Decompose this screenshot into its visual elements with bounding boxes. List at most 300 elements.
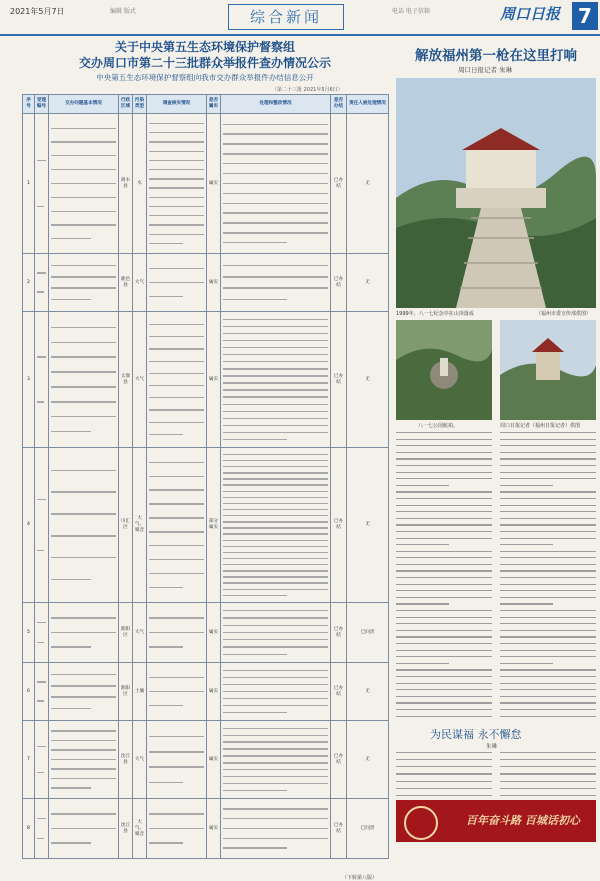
text-line — [223, 153, 328, 154]
text-line — [500, 590, 596, 591]
row-status: 已办结 — [331, 799, 347, 859]
contact-info: 电话 电子信箱 — [392, 8, 430, 15]
text-line — [500, 511, 596, 512]
text-line — [223, 762, 328, 763]
row-pollution-type: 土壤 — [133, 663, 147, 721]
text-line — [500, 531, 596, 532]
text-line — [396, 795, 492, 796]
text-line — [396, 781, 492, 782]
row-number: 1 — [23, 114, 35, 254]
row-pollution-type: 大气、噪音 — [133, 448, 147, 603]
text-line — [396, 643, 492, 644]
text-line — [149, 476, 204, 477]
text-line — [500, 472, 596, 473]
text-line — [223, 212, 328, 213]
text-line — [500, 683, 596, 684]
text-line — [223, 497, 328, 498]
issue-date: 2021年5月7日 — [10, 7, 65, 16]
text-line — [500, 458, 596, 459]
text-line — [396, 557, 492, 558]
text-line — [223, 163, 328, 164]
text-line — [51, 401, 116, 402]
text-line — [500, 485, 553, 486]
text-line — [149, 691, 204, 692]
case-handling — [221, 114, 331, 254]
text-line — [149, 587, 183, 588]
case-handling — [221, 799, 331, 859]
case-id — [35, 448, 49, 603]
text-line — [149, 361, 204, 362]
text-line — [396, 636, 492, 637]
text-line — [223, 610, 328, 611]
row-number: 4 — [23, 448, 35, 603]
batch-note: （第二十三批 2021年5月6日） — [272, 87, 343, 93]
text-line — [37, 772, 44, 773]
row-accountability: 无 — [347, 663, 389, 721]
text-line — [51, 356, 116, 357]
text-line — [51, 759, 116, 760]
headline-subtitle: 中央第五生态环境保护督察组向我市交办群众举报件办结信息公开 — [96, 73, 314, 82]
text-line — [396, 564, 492, 565]
text-line — [37, 838, 44, 839]
text-line — [223, 646, 328, 647]
text-line — [500, 643, 596, 644]
text-line — [37, 818, 46, 819]
text-line — [149, 736, 204, 737]
text-line — [223, 484, 328, 485]
sub-byline: 朱琳 — [486, 744, 498, 750]
row-region: 川汇区 — [119, 448, 133, 603]
text-line — [149, 132, 204, 133]
text-line — [149, 813, 204, 814]
text-line — [500, 716, 596, 717]
text-line — [223, 299, 287, 300]
text-line — [223, 521, 328, 522]
text-line — [223, 368, 328, 369]
text-line — [396, 465, 492, 466]
text-line — [500, 491, 596, 492]
case-investigation — [147, 663, 207, 721]
text-line — [500, 544, 553, 545]
row-region: 商水县 — [119, 114, 133, 254]
text-line — [37, 681, 46, 682]
text-line — [51, 740, 116, 741]
text-line — [223, 847, 287, 848]
table-header: 序号 — [23, 95, 35, 114]
row-accountability: 无 — [347, 254, 389, 312]
text-line — [51, 141, 116, 142]
text-line — [51, 768, 116, 769]
report-table — [22, 94, 389, 859]
text-line — [149, 187, 204, 188]
row-region: 沈丘县 — [119, 721, 133, 799]
text-line — [396, 702, 492, 703]
text-line — [51, 674, 116, 675]
table-header: 责任人被处理情况 — [347, 95, 389, 114]
row-status: 已办结 — [331, 721, 347, 799]
text-line — [37, 291, 44, 292]
text-line — [396, 716, 492, 717]
case-id — [35, 663, 49, 721]
text-line — [223, 222, 328, 223]
text-line — [223, 265, 328, 266]
text-line — [37, 499, 46, 500]
case-id — [35, 114, 49, 254]
text-line — [223, 340, 328, 341]
text-line — [51, 579, 91, 580]
feature-headline: 解放福州第一枪在这里打响 — [415, 48, 577, 64]
text-line — [500, 696, 596, 697]
text-line — [149, 385, 204, 386]
continued-note: （下转第八版） — [342, 875, 378, 881]
text-line — [396, 623, 492, 624]
text-line — [223, 576, 328, 577]
text-line — [223, 133, 328, 134]
text-line — [149, 646, 183, 647]
text-line — [223, 570, 328, 571]
text-line — [223, 466, 328, 467]
text-line — [51, 169, 116, 170]
editor-info: 编辑 版式 — [110, 8, 136, 15]
case-id — [35, 312, 49, 448]
text-line — [51, 813, 116, 814]
text-line — [396, 445, 492, 446]
text-line — [149, 766, 204, 767]
text-line — [500, 788, 596, 789]
text-line — [149, 434, 183, 435]
row-pollution-type: 大气 — [133, 254, 147, 312]
row-accountability: 无 — [347, 448, 389, 603]
row-number: 7 — [23, 721, 35, 799]
text-line — [51, 197, 116, 198]
text-line — [396, 689, 492, 690]
text-line — [51, 632, 116, 633]
case-description — [49, 254, 119, 312]
text-line — [500, 478, 596, 479]
row-status: 已办结 — [331, 254, 347, 312]
row-verified: 属实 — [207, 799, 221, 859]
text-line — [51, 327, 116, 328]
text-line — [396, 485, 449, 486]
text-line — [396, 518, 492, 519]
page-number: 7 — [572, 2, 598, 30]
text-line — [149, 573, 204, 574]
text-line — [500, 551, 596, 552]
text-line — [223, 503, 328, 504]
text-line — [396, 603, 449, 604]
text-line — [51, 778, 116, 779]
text-line — [396, 472, 492, 473]
text-line — [37, 746, 46, 747]
text-line — [149, 215, 204, 216]
text-line — [37, 206, 44, 207]
text-line — [396, 773, 492, 774]
text-line — [223, 287, 328, 288]
text-line — [223, 625, 328, 626]
text-line — [223, 276, 328, 277]
text-line — [223, 193, 328, 194]
text-line — [223, 558, 328, 559]
case-investigation — [147, 114, 207, 254]
case-handling — [221, 663, 331, 721]
text-line — [223, 124, 328, 125]
text-line — [149, 169, 204, 170]
text-line — [51, 842, 91, 843]
text-line — [396, 511, 492, 512]
table-header: 是否办结 — [331, 95, 347, 114]
text-line — [51, 535, 116, 536]
row-status: 已办结 — [331, 448, 347, 603]
text-line — [51, 342, 116, 343]
text-line — [500, 669, 596, 670]
text-line — [51, 646, 91, 647]
text-line — [223, 326, 328, 327]
text-line — [223, 546, 328, 547]
text-line — [396, 478, 492, 479]
sub-headline: 为民谋福 永不懈怠 — [430, 728, 522, 741]
text-line — [51, 287, 116, 288]
text-line — [500, 584, 596, 585]
row-verified: 属实 — [207, 603, 221, 663]
case-description — [49, 114, 119, 254]
text-line — [500, 603, 553, 604]
text-line — [223, 776, 328, 777]
text-line — [223, 143, 328, 144]
text-line — [37, 642, 44, 643]
text-line — [396, 630, 492, 631]
row-accountability: 无 — [347, 114, 389, 254]
text-line — [51, 708, 91, 709]
row-verified: 属实 — [207, 721, 221, 799]
text-line — [37, 401, 44, 402]
text-line — [223, 728, 328, 729]
text-line — [149, 178, 204, 179]
row-status: 已办结 — [331, 312, 347, 448]
text-line — [500, 636, 596, 637]
text-line — [149, 151, 204, 152]
text-line — [223, 361, 328, 362]
row-verified: 部分属实 — [207, 448, 221, 603]
text-line — [51, 183, 116, 184]
case-description — [49, 312, 119, 448]
text-line — [37, 622, 46, 623]
text-line — [500, 498, 596, 499]
text-line — [149, 531, 204, 532]
text-line — [396, 432, 492, 433]
text-line — [149, 234, 204, 235]
text-line — [223, 617, 328, 618]
text-line — [51, 416, 116, 417]
text-line — [396, 544, 449, 545]
text-line — [223, 564, 328, 565]
text-line — [500, 518, 596, 519]
row-accountability: 无 — [347, 721, 389, 799]
text-line — [51, 491, 116, 492]
text-line — [223, 454, 328, 455]
text-line — [223, 790, 287, 791]
case-description — [49, 448, 119, 603]
text-line — [500, 610, 596, 611]
text-line — [223, 595, 287, 596]
case-investigation — [147, 448, 207, 603]
text-line — [37, 700, 44, 701]
table-header: 行政区域 — [119, 95, 133, 114]
case-id — [35, 254, 49, 312]
text-line — [149, 462, 204, 463]
text-line — [51, 557, 116, 558]
case-description — [49, 603, 119, 663]
headline-line-1: 关于中央第五生态环境保护督察组 — [114, 40, 295, 54]
text-line — [37, 356, 46, 357]
text-line — [500, 564, 596, 565]
table-row — [23, 312, 389, 448]
text-line — [37, 160, 46, 161]
text-line — [223, 404, 328, 405]
row-region: 鹿邑县 — [119, 254, 133, 312]
text-line — [396, 656, 492, 657]
text-line — [223, 639, 328, 640]
row-number: 2 — [23, 254, 35, 312]
text-line — [51, 211, 116, 212]
text-line — [223, 389, 328, 390]
table-header: 调查核实情况 — [147, 95, 207, 114]
text-line — [500, 656, 596, 657]
text-line — [51, 730, 116, 731]
text-line — [396, 709, 492, 710]
text-line — [500, 577, 596, 578]
photo-caption: 1999年，八一七纪念亭在山顶落成 — [396, 311, 474, 317]
row-status: 已办结 — [331, 114, 347, 254]
text-line — [500, 524, 596, 525]
row-verified: 属实 — [207, 312, 221, 448]
row-accountability: 已问责 — [347, 603, 389, 663]
text-line — [223, 670, 328, 671]
text-line — [223, 741, 328, 742]
text-line — [396, 590, 492, 591]
table-row — [23, 799, 389, 859]
text-line — [396, 570, 492, 571]
text-line — [149, 160, 204, 161]
text-line — [500, 752, 596, 753]
text-line — [149, 123, 204, 124]
row-verified: 属实 — [207, 254, 221, 312]
text-line — [500, 570, 596, 571]
text-line — [51, 787, 91, 788]
text-line — [51, 128, 116, 129]
text-line — [223, 319, 328, 320]
text-line — [223, 698, 328, 699]
table-row — [23, 254, 389, 312]
text-line — [51, 386, 116, 387]
body-column-3 — [396, 752, 492, 796]
text-line — [500, 432, 596, 433]
text-line — [223, 478, 328, 479]
table-header: 污染类型 — [133, 95, 147, 114]
text-line — [149, 373, 204, 374]
text-line — [51, 513, 116, 514]
text-line — [223, 411, 328, 412]
text-line — [223, 183, 328, 184]
row-region: 沈丘县 — [119, 799, 133, 859]
case-description — [49, 721, 119, 799]
text-line — [500, 505, 596, 506]
text-line — [500, 781, 596, 782]
text-line — [223, 432, 328, 433]
text-line — [500, 465, 596, 466]
text-line — [51, 371, 116, 372]
text-line — [149, 224, 204, 225]
text-line — [149, 197, 204, 198]
text-line — [149, 348, 204, 349]
text-line — [223, 375, 328, 376]
text-line — [396, 577, 492, 578]
text-line — [223, 396, 328, 397]
text-line — [149, 397, 204, 398]
text-line — [149, 141, 204, 142]
report-article — [22, 38, 388, 881]
text-line — [396, 752, 492, 753]
case-investigation — [147, 254, 207, 312]
text-line — [500, 759, 596, 760]
text-line — [149, 782, 183, 783]
table-header: 交办问题基本情况 — [49, 95, 119, 114]
text-line — [223, 684, 328, 685]
case-investigation — [147, 721, 207, 799]
case-id — [35, 721, 49, 799]
text-line — [396, 676, 492, 677]
text-line — [396, 617, 492, 618]
text-line — [500, 617, 596, 618]
case-handling — [221, 721, 331, 799]
row-status: 已办结 — [331, 663, 347, 721]
text-line — [51, 299, 91, 300]
row-pollution-type: 大气、噪音 — [133, 799, 147, 859]
text-line — [223, 808, 328, 809]
text-line — [51, 238, 91, 239]
text-line — [149, 206, 204, 207]
text-line — [149, 559, 204, 560]
text-line — [223, 418, 328, 419]
text-line — [149, 324, 204, 325]
text-line — [223, 472, 328, 473]
text-line — [51, 828, 116, 829]
table-header: 受理编号 — [35, 95, 49, 114]
row-verified: 属实 — [207, 663, 221, 721]
text-line — [51, 685, 116, 686]
banner-emblem-icon — [404, 806, 438, 840]
text-line — [223, 712, 287, 713]
feature-article — [396, 38, 596, 843]
text-line — [149, 517, 204, 518]
text-line — [396, 551, 492, 552]
text-line — [500, 538, 596, 539]
text-line — [51, 696, 116, 697]
text-line — [223, 347, 328, 348]
text-line — [396, 505, 492, 506]
text-line — [396, 452, 492, 453]
text-line — [396, 669, 492, 670]
text-line — [223, 677, 328, 678]
text-line — [223, 582, 328, 583]
text-line — [149, 617, 204, 618]
table-header: 是否属实 — [207, 95, 221, 114]
row-number: 3 — [23, 312, 35, 448]
text-line — [500, 795, 596, 796]
text-line — [51, 276, 116, 277]
text-line — [37, 272, 46, 273]
body-column-4 — [500, 752, 596, 796]
case-investigation — [147, 603, 207, 663]
